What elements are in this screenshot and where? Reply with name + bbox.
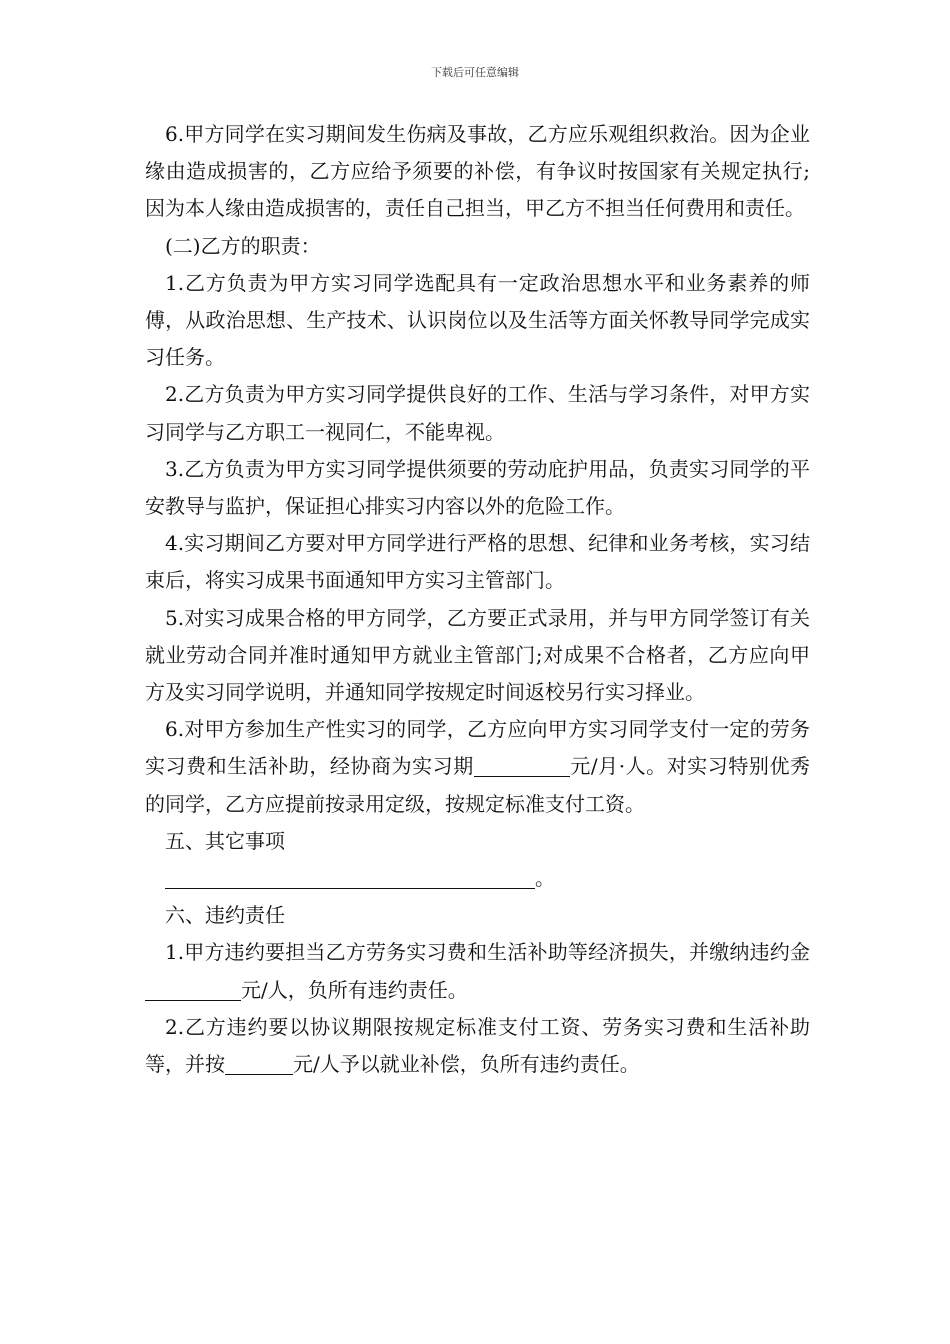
paragraph-party-a-item-6: 6.甲方同学在实习期间发生伤病及事故，乙方应乐观组织救治。因为企业缘由造成损害的，乙方应给予须要的补偿，有争议时按国家有关规定执行;因为本人缘由造成损害的，责任自己担当，甲乙方不担当任何费用和责任。	[145, 122, 810, 221]
paragraph-breach-item-1	[145, 934, 810, 1008]
item-6-text-after-blank: 元/月·人。对实习特别优秀的同学，乙方应提前按录用定级，按规定标准支付工资。	[145, 754, 811, 816]
fill-in-blank-compensation	[225, 1052, 293, 1075]
heading-breach-liability: 六、违约责任	[165, 903, 285, 928]
other-matters-period: 。	[535, 866, 555, 891]
breach-2-text-after-blank: 元/人予以就业补偿，负所有违约责任。	[293, 1052, 640, 1077]
paragraph-breach-item-2	[145, 1009, 810, 1083]
paragraph-party-b-item-6	[145, 711, 810, 823]
fill-in-blank-stipend	[474, 754, 570, 777]
breach-2-text-before-blank: 2.乙方违约要以协议期限按规定标准支付工资、劳务实习费和生活补助等，并按	[145, 1014, 810, 1077]
item-6-text-before-blank: 6.对甲方参加生产性实习的同学，乙方应向甲方实习同学支付一定的劳务实习费和生活补助，经协商为实习期	[145, 717, 810, 779]
fill-in-blank-penalty	[145, 978, 241, 1001]
paragraph-party-b-item-1: 1.乙方负责为甲方实习同学选配具有一定政治思想水平和业务素养的师傅，从政治思想、生产技术、认识岗位以及生活等方面关怀教导同学完成实习任务。	[145, 270, 810, 370]
fill-in-blank-other-matters	[165, 866, 535, 889]
breach-1-text-after-blank: 元/人，负所有违约责任。	[241, 977, 468, 1002]
paragraph-party-b-item-3: 3.乙方负责为甲方实习同学提供须要的劳动庇护用品，负责实习同学的平安教导与监护，保证担心排实习内容以外的危险工作。	[145, 456, 810, 519]
heading-party-b-duties: (二)乙方的职责：	[165, 233, 321, 258]
breach-1-text-before-blank: 1.甲方违约要担当乙方劳务实习费和生活补助等经济损失，并缴纳违约金	[165, 940, 810, 965]
paragraph-party-b-item-4: 4.实习期间乙方要对甲方同学进行严格的思想、纪律和业务考核，实习结束后，将实习成果书面通知甲方实习主管部门。	[145, 531, 810, 593]
paragraph-party-b-item-5: 5.对实习成果合格的甲方同学，乙方要正式录用，并与甲方同学签订有关就业劳动合同并准时通知甲方就业主管部门;对成果不合格者，乙方应向甲方及实习同学说明，并通知同学按规定时间返校另行实习择业。	[145, 605, 810, 705]
heading-other-matters: 五、其它事项	[165, 828, 285, 853]
document-body	[145, 116, 810, 1083]
other-matters-blank-line	[145, 860, 810, 897]
page-header-note: 下载后可任意编辑	[431, 66, 519, 79]
paragraph-party-b-item-2: 2.乙方负责为甲方实习同学提供良好的工作、生活与学习条件，对甲方实习同学与乙方职工一视同仁，不能卑视。	[145, 382, 810, 444]
